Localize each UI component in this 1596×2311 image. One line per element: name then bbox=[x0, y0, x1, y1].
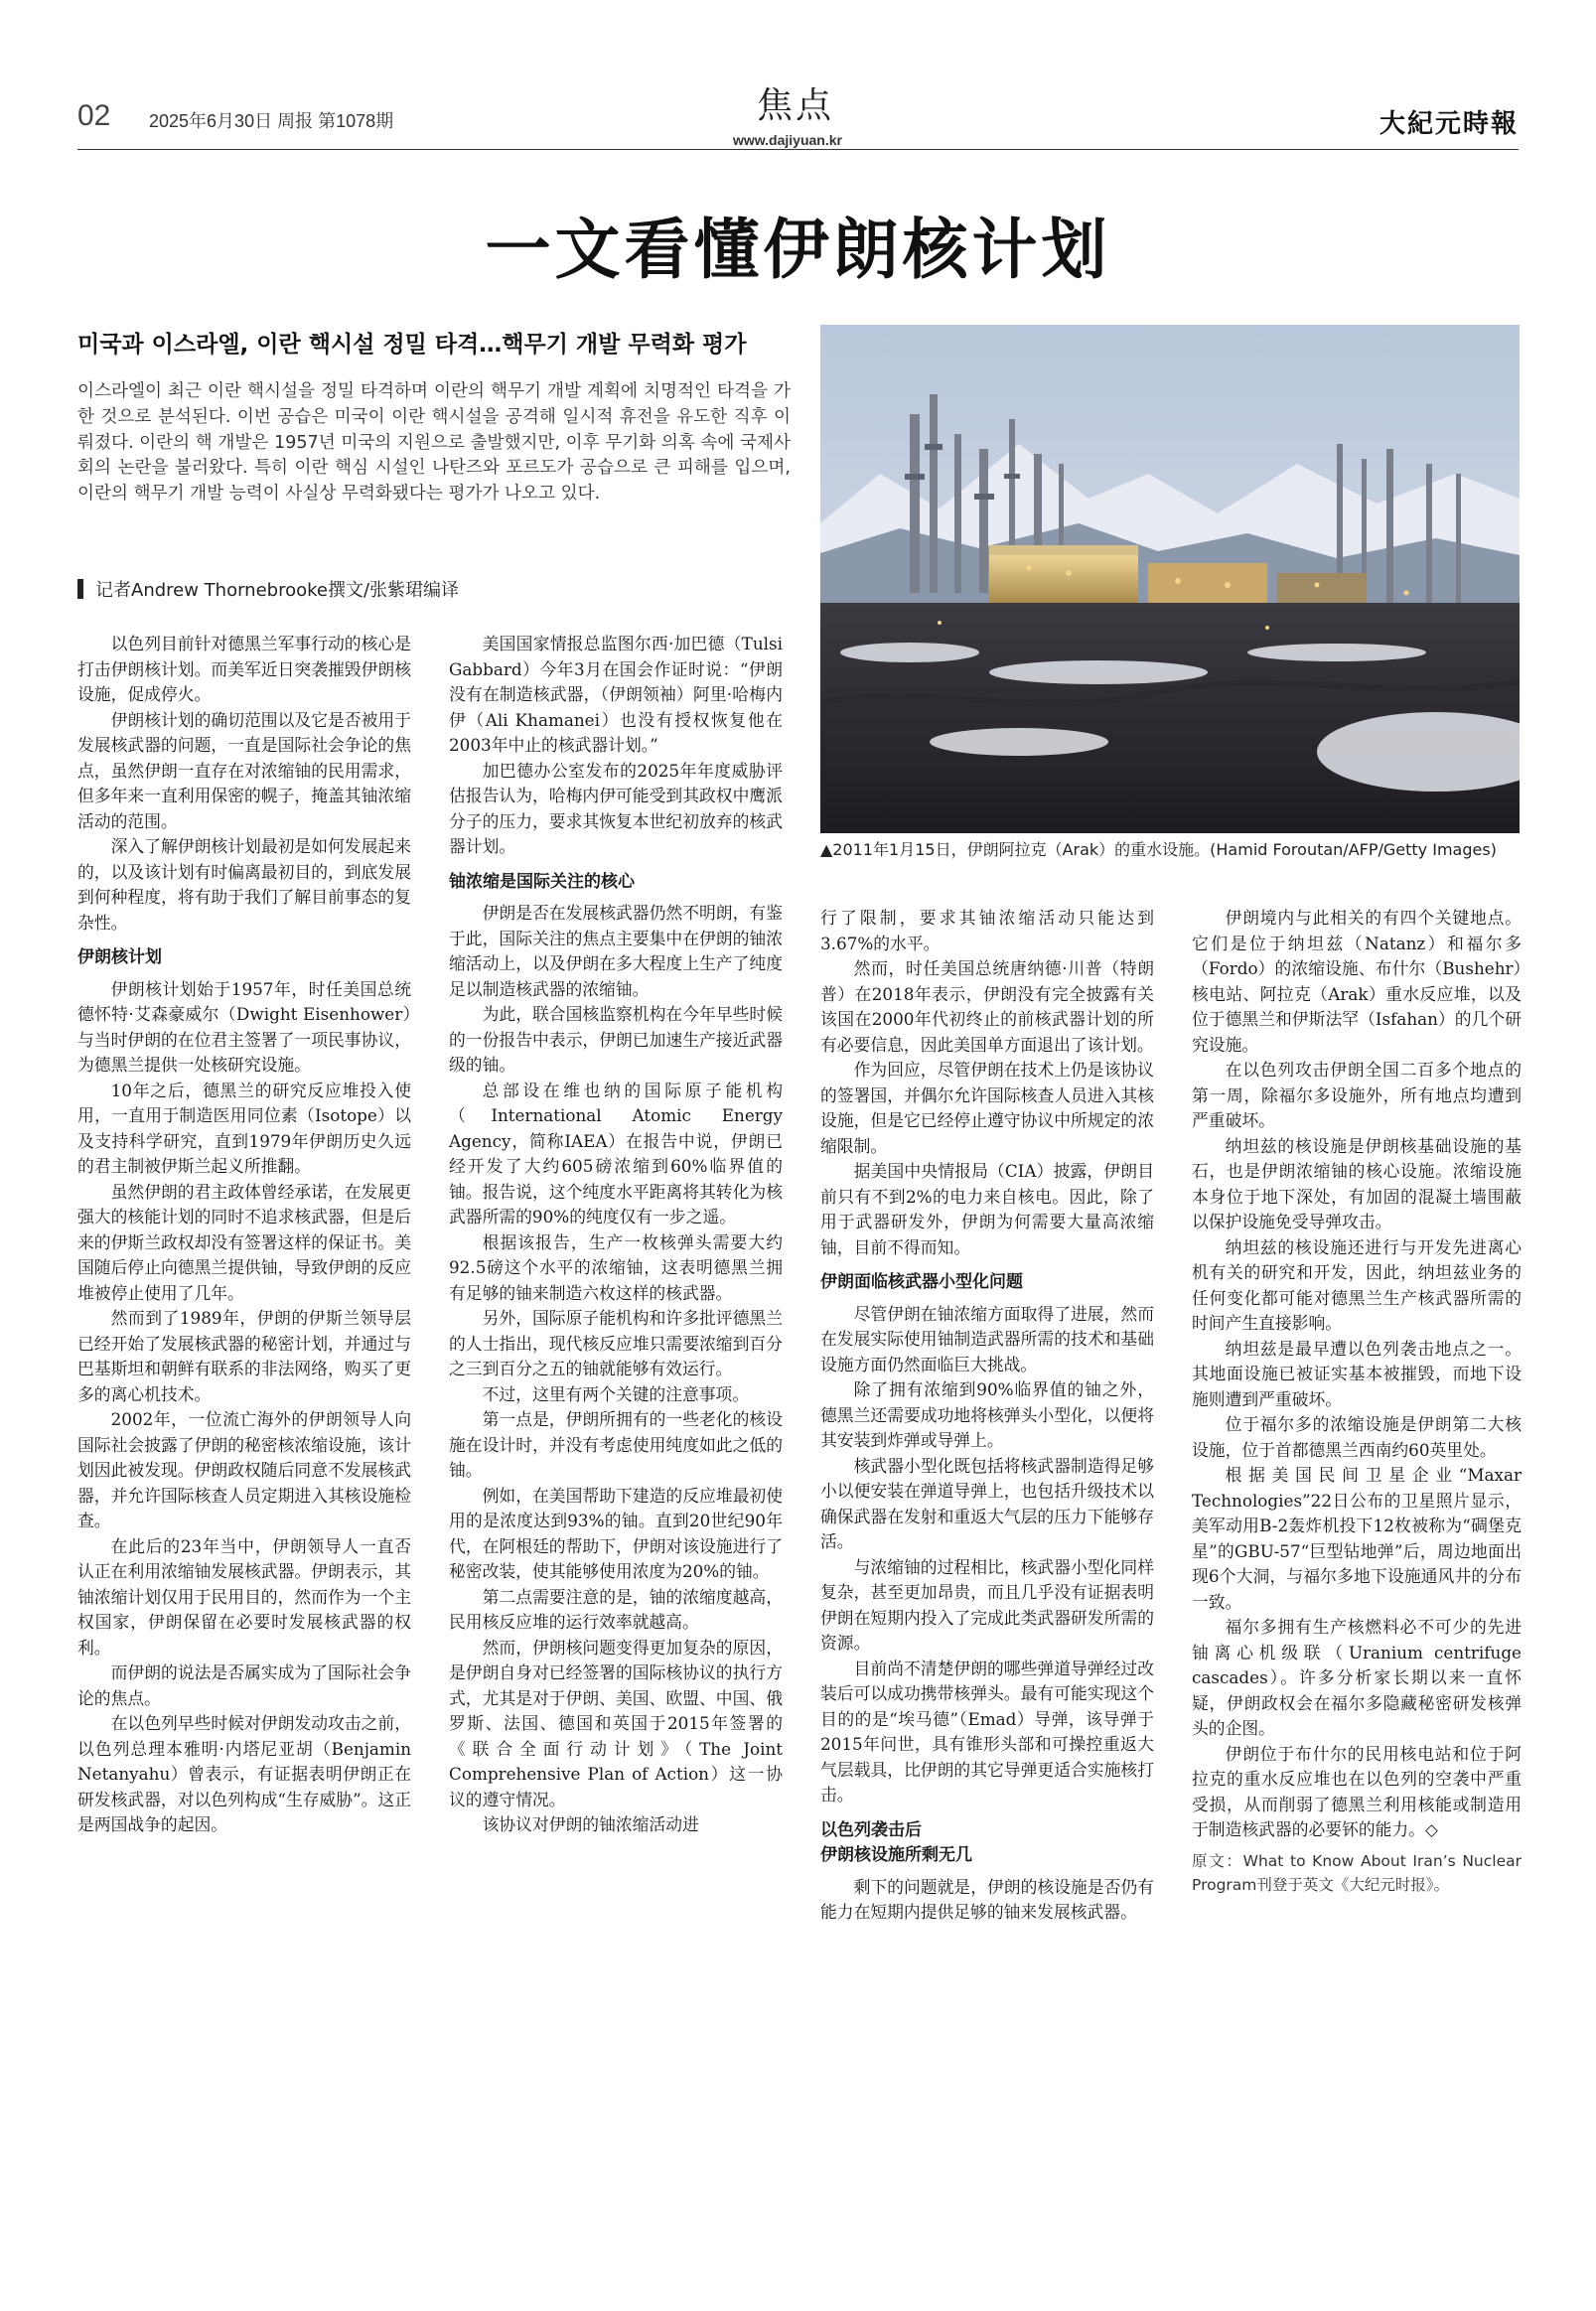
paragraph: 纳坦兹的核设施还进行与开发先进离心机有关的研究和开发，因此，纳坦兹业务的任何变化都可能对德黑兰生产核武器所需的时间产生直接影响。 bbox=[1192, 1236, 1522, 1333]
paragraph: 美国国家情报总监图尔西·加巴德（Tulsi Gabbard）今年3月在国会作证时说：“伊朗没有在制造核武器，（伊朗领袖）阿里·哈梅内伊（Ali Khamanei）也没有授权恢复他在2003年中止的核武器计划。” bbox=[449, 634, 783, 755]
paragraph: 目前尚不清楚伊朗的哪些弹道导弹经过改装后可以成功携带核弹头。最有可能实现这个目的的是“埃马德”（Emad）导弹，该导弹于2015年问世，具有锥形头部和可操控重返大气层载具，比伊朗的其它导弹更适合实施核打击。 bbox=[820, 1658, 1154, 1805]
paragraph: 然而，时任美国总统唐纳德·川普（特朗普）在2018年表示，伊朗没有完全披露有关该国在2000年代初终止的前核武器计划的所有必要信息，因此美国单方面退出了该计划。 bbox=[820, 958, 1154, 1055]
paragraph: 第一点是，伊朗所拥有的一些老化的核设施在设计时，并没有考虑使用纯度如此之低的铀。 bbox=[449, 1409, 783, 1480]
paragraph: 而伊朗的说法是否属实成为了国际社会争论的焦点。 bbox=[77, 1662, 411, 1708]
paragraph: 纳坦兹是最早遭以色列袭击地点之一。其地面设施已被证实基本被摧毁，而地下设施则遭到严重破坏。 bbox=[1192, 1338, 1522, 1409]
paragraph: 据美国中央情报局（CIA）披露，伊朗目前只有不到2%的电力来自核电。因此，除了用于武器研发外，伊朗为何需要大量高浓缩铀，目前不得而知。 bbox=[820, 1161, 1154, 1257]
paragraph: 核武器小型化既包括将核武器制造得足够小以便安装在弹道导弹上，也包括升级技术以确保武器在发射和重返大气层的压力下能够存活。 bbox=[820, 1455, 1154, 1551]
paragraph: 然而到了1989年，伊朗的伊斯兰领导层已经开始了发展核武器的秘密计划，并通过与巴基斯坦和朝鲜有联系的非法网络，购买了更多的离心机技术。 bbox=[77, 1308, 411, 1404]
paragraph: 该协议对伊朗的铀浓缩活动进 bbox=[482, 1814, 699, 1834]
paragraph: 伊朗核计划始于1957年，时任美国总统德怀特·艾森豪威尔（Dwight Eisenhower）与当时伊朗的在位君主签署了一项民事协议，为德黑兰提供一处核研究设施。 bbox=[77, 978, 411, 1075]
paragraph: 根据该报告，生产一枚核弹头需要大约92.5磅这个水平的浓缩铀，这表明德黑兰拥有足够的铀来制造六枚这样的核武器。 bbox=[449, 1231, 783, 1303]
article-column-1 bbox=[77, 632, 411, 1838]
paragraph: 虽然伊朗的君主政体曾经承诺，在发展更强大的核能计划的同时不追求核武器，但是后来的伊斯兰政权却没有签署这样的保证书。美国随后停止向德黑兰提供铀，导致伊朗的反应堆被停止使用了几年。 bbox=[77, 1181, 411, 1303]
section-heading: 伊朗核计划 bbox=[77, 947, 162, 967]
paragraph: 作为回应，尽管伊朗在技术上仍是该协议的签署国，并偶尔允许国际核查人员进入其核设施，但是它已经停止遵守协议中所规定的浓缩限制。 bbox=[820, 1060, 1154, 1156]
byline-marker bbox=[77, 579, 83, 599]
paragraph: 10年之后，德黑兰的研究反应堆投入使用，一直用于制造医用同位素（Isotope）以及支持科学研究，直到1979年伊朗历史久远的君主制被伊斯兰起义所推翻。 bbox=[77, 1080, 411, 1176]
paragraph: 位于福尔多的浓缩设施是伊朗第二大核设施，位于首都德黑兰西南约60英里处。 bbox=[1192, 1414, 1522, 1460]
article-headline: 一文看懂伊朗核计划 bbox=[485, 211, 1111, 288]
paragraph: 尽管伊朗在铀浓缩方面取得了进展，然而在发展实际使用铀制造武器所需的技术和基础设施方面仍然面临巨大挑战。 bbox=[820, 1303, 1154, 1374]
article-column-4 bbox=[1192, 906, 1522, 1897]
section-heading: 伊朗面临核武器小型化问题 bbox=[820, 1272, 1023, 1292]
source-note: 原文：What to Know About Iran’s Nuclear Program刊登于英文《大纪元时报》。 bbox=[1192, 1851, 1522, 1894]
article-column-2 bbox=[449, 632, 783, 1838]
paragraph: 纳坦兹的核设施是伊朗核基础设施的基石，也是伊朗浓缩铀的核心设施。浓缩设施本身位于地下深处，有加固的混凝土墙围蔽以保护设施免受导弹攻击。 bbox=[1192, 1135, 1522, 1231]
paragraph: 根据美国民间卫星企业“Maxar Technologies”22日公布的卫星照片显示，美军动用B-2轰炸机投下12枚被称为“碉堡克星”的GBU-57“巨型钻地弹”后，周边地面出现6个大洞，与福尔多地下设施通风井的分布一致。 bbox=[1192, 1465, 1522, 1612]
paragraph: 另外，国际原子能机构和许多批评德黑兰的人士指出，现代核反应堆只需要浓缩到百分之三到百分之五的铀就能够有效运行。 bbox=[449, 1308, 783, 1378]
paragraph: 例如，在美国帮助下建造的反应堆最初使用的是浓度达到93%的铀。直到20世纪90年代，在阿根廷的帮助下，伊朗对该设施进行了秘密改装，使其能够使用浓度为20%的铀。 bbox=[449, 1485, 783, 1581]
article-column-3 bbox=[820, 906, 1154, 1926]
paragraph: 伊朗核计划的确切范围以及它是否被用于发展核武器的问题，一直是国际社会争论的焦点，虽然伊朗一直存在对浓缩铀的民用需求，但多年来一直利用保密的幌子，掩盖其铀浓缩活动的范围。 bbox=[77, 709, 411, 831]
issue-date: 2025年6月30日 周报 第1078期 bbox=[149, 111, 394, 131]
site-url[interactable]: www.dajiyuan.kr bbox=[733, 132, 842, 148]
newspaper-logo: 大紀元時報 bbox=[1378, 109, 1519, 139]
paragraph: 不过，这里有两个关键的注意事项。 bbox=[482, 1383, 750, 1404]
paragraph: 伊朗是否在发展核武器仍然不明朗，有鉴于此，国际关注的焦点主要集中在伊朗的铀浓缩活动上，以及伊朗在多大程度上生产了纯度足以制造核武器的浓缩铀。 bbox=[449, 903, 783, 999]
article-byline bbox=[77, 576, 459, 602]
paragraph: 在以色列早些时候对伊朗发动攻击之前，以色列总理本雅明·内塔尼亚胡（Benjamin Netanyahu）曾表示，有证据表明伊朗正在研发核武器，对以色列构成“生存威胁”。这正是两国战争的起因。 bbox=[77, 1713, 412, 1834]
paragraph: 除了拥有浓缩到90%临界值的铀之外，德黑兰还需要成功地将核弹头小型化，以便将其安装到炸弹或导弹上。 bbox=[820, 1379, 1154, 1450]
article-subheadline: 미국과 이스라엘, 이란 핵시설 정밀 타격…핵무기 개발 무력화 평가 bbox=[77, 332, 747, 358]
arak-heavy-water-facility-photo bbox=[820, 325, 1520, 833]
paragraph: 伊朗境内与此相关的有四个关键地点。它们是位于纳坦兹（Natanz）和福尔多（Fordo）的浓缩设施、布什尔（Bushehr）核电站、阿拉克（Arak）重水反应堆，以及位于德黑兰和伊斯法罕（Isfahan）的几个研究设施。 bbox=[1192, 908, 1522, 1055]
article-lead: 이스라엘이 최근 이란 핵시설을 정밀 타격하며 이란의 핵무기 개발 계획에 치명적인 타격을 가한 것으로 분석된다. 이번 공습은 미국이 이란 핵시설을 공격해 일시적 휴전을 유도한 직후 이뤄졌다. 이란의 핵 개발은 1957년 미국의 지원으로 출발했지만, 이후 무기화 의혹 속에 국제사회의 논란을 불러왔다. 특히 이란 핵심 시설인 나탄즈와 포르도가 공습으로 큰 피해를 입으며, 이란의 핵무기 개발 능력이 사실상 무력화됐다는 평가가 나오고 있다. bbox=[77, 381, 791, 505]
paragraph: 然而，伊朗核问题变得更加复杂的原因，是伊朗自身对已经签署的国际核协议的执行方式，尤其是对于伊朗、美国、欧盟、中国、俄罗斯、法国、德国和英国于2015年签署的《联合全面行动计划》（The Joint Comprehensive Plan of Action）这一协议的遵守情况。 bbox=[449, 1637, 783, 1809]
paragraph: 剩下的问题就是，伊朗的核设施是否仍有能力在短期内提供足够的铀来发展核武器。 bbox=[820, 1876, 1154, 1922]
paragraph: 行了限制，要求其铀浓缩活动只能达到3.67%的水平。 bbox=[820, 908, 1154, 953]
paragraph: 加巴德办公室发布的2025年年度威胁评估报告认为，哈梅内伊可能受到其政权中鹰派分子的压力，要求其恢复本世纪初放弃的核武器计划。 bbox=[449, 760, 783, 856]
header-divider bbox=[77, 149, 1519, 150]
section-heading: 以色列袭击后 伊朗核设施所剩无几 bbox=[820, 1819, 972, 1865]
paragraph: 与浓缩铀的过程相比，核武器小型化同样复杂，甚至更加昂贵，而且几乎没有证据表明伊朗在短期内投入了完成此类武器研发所需的资源。 bbox=[820, 1556, 1154, 1653]
section-heading: 铀浓缩是国际关注的核心 bbox=[449, 871, 635, 892]
paragraph: 第二点需要注意的是，铀的浓缩度越高，民用核反应堆的运行效率就越高。 bbox=[449, 1586, 783, 1632]
paragraph: 2002年，一位流亡海外的伊朗领导人向国际社会披露了伊朗的秘密核浓缩设施，该计划因此被发现。伊朗政权随后同意不发展核武器，并允许国际核查人员定期进入其核设施检查。 bbox=[77, 1409, 411, 1530]
article-photo bbox=[820, 325, 1520, 833]
byline-text: 记者Andrew Thornebrooke撰文/张紫珺编译 bbox=[95, 580, 460, 601]
paragraph: 为此，联合国核监察机构在今年早些时候的一份报告中表示，伊朗已加速生产接近武器级的铀。 bbox=[449, 1004, 783, 1075]
paragraph: 总部设在维也纳的国际原子能机构（International Atomic Energy Agency，简称IAEA）在报告中说，伊朗已经开发了大约605磅浓缩到60%临界值的铀。报告说，这个纯度水平距离将其转化为核武器所需的90%的纯度仅有一步之遥。 bbox=[449, 1080, 783, 1227]
photo-caption: ▲2011年1月15日，伊朗阿拉克（Arak）的重水设施。(Hamid Foroutan/AFP/Getty Images) bbox=[820, 840, 1497, 859]
paragraph: 在此后的23年当中，伊朗领导人一直否认正在利用浓缩铀发展核武器。伊朗表示，其铀浓缩计划仅用于民用目的，然而作为一个主权国家，伊朗保留在必要时发展核武器的权利。 bbox=[77, 1535, 411, 1658]
page-number: 02 bbox=[77, 99, 111, 132]
paragraph: 深入了解伊朗核计划最初是如何发展起来的，以及该计划有时偏离最初目的，到底发展到何种程度，将有助于我们了解目前事态的复杂性。 bbox=[77, 836, 411, 933]
paragraph: 以色列目前针对德黑兰军事行动的核心是打击伊朗核计划。而美军近日突袭摧毁伊朗核设施，促成停火。 bbox=[77, 634, 411, 704]
paragraph: 伊朗位于布什尔的民用核电站和位于阿拉克的重水反应堆也在以色列的空袭中严重受损，从而削弱了德黑兰利用核能或制造用于制造核武器的必要钚的能力。◇ bbox=[1192, 1743, 1522, 1839]
paragraph: 福尔多拥有生产核燃料必不可少的先进铀离心机级联（Uranium centrifuge cascades）。许多分析家长期以来一直怀疑，伊朗政权会在福尔多隐藏秘密研发核弹头的企图。 bbox=[1192, 1617, 1522, 1738]
section-title: 焦点 bbox=[757, 85, 835, 126]
paragraph: 在以色列攻击伊朗全国二百多个地点的第一周，除福尔多设施外，所有地点均遭到严重破坏。 bbox=[1192, 1060, 1522, 1130]
